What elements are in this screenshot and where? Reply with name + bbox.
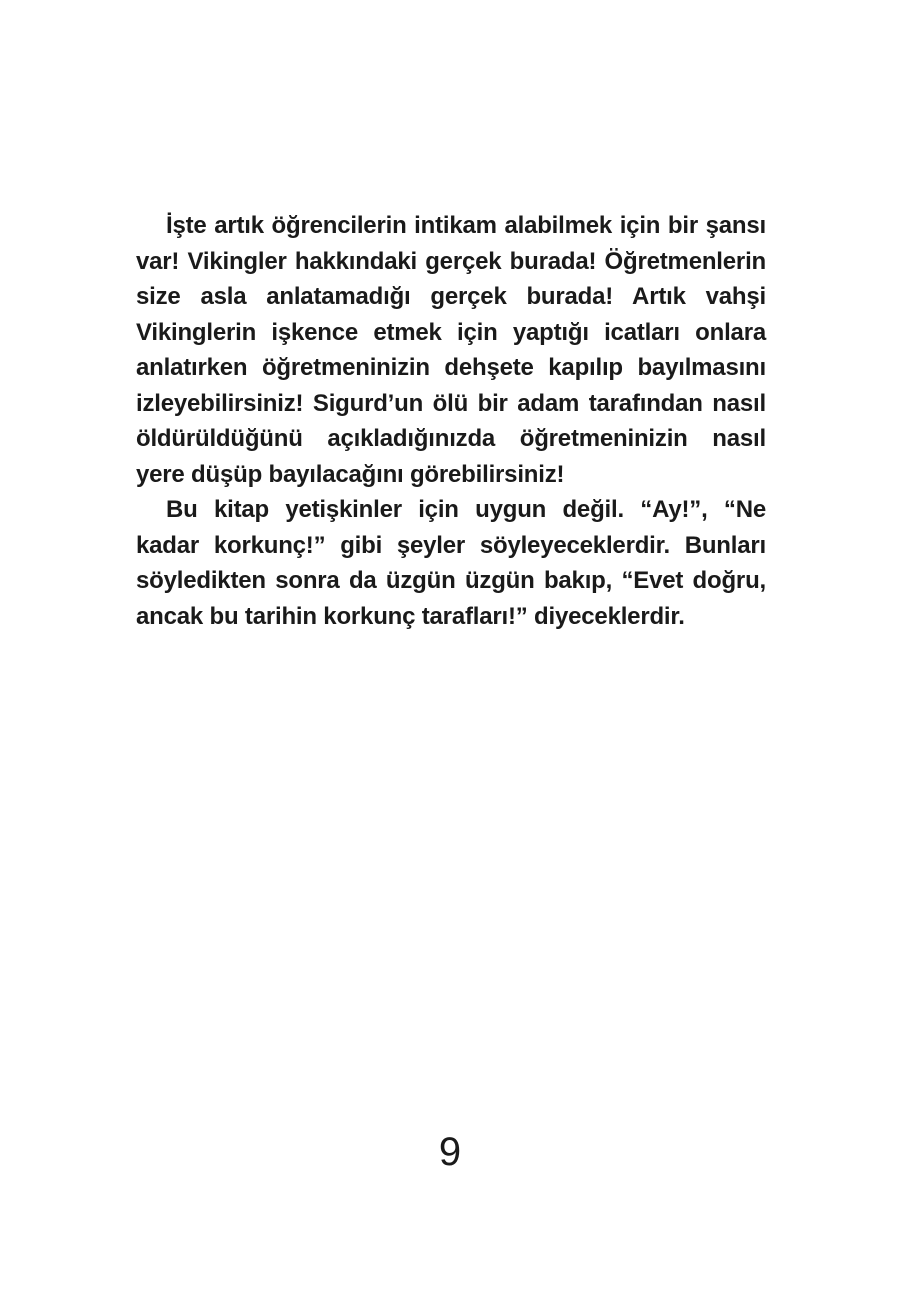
paragraph-1: İşte artık öğrencilerin intikam alabilmek için bir şansı var! Vikingler hakkındaki gerçek burada! Öğretmenlerin size asla anlatamadığı gerçek burada! Artık vahşi Vikinglerin işkence etmek için yaptığı icatları onlara anlatırken öğretmeninizin dehşete kapılıp bayılmasını izleyebilirsiniz! Sigurd’un ölü bir adam tarafından nasıl öldürüldüğünü açıkladığınızda öğretmeninizin nasıl yere düşüp bayılacağını görebilirsiniz! [136, 212, 766, 488]
page-number: 9 [438, 1130, 462, 1174]
paragraph-2: Bu kitap yetişkinler için uygun değil. “Ay!”, “Ne kadar korkunç!” gibi şeyler söyleyeceklerdir. Bunları söyledikten sonra da üzgün üzgün bakıp, “Evet doğru, ancak bu tarihin korkunç tarafları!” diyeceklerdir. [136, 496, 766, 630]
body-text [136, 208, 766, 634]
